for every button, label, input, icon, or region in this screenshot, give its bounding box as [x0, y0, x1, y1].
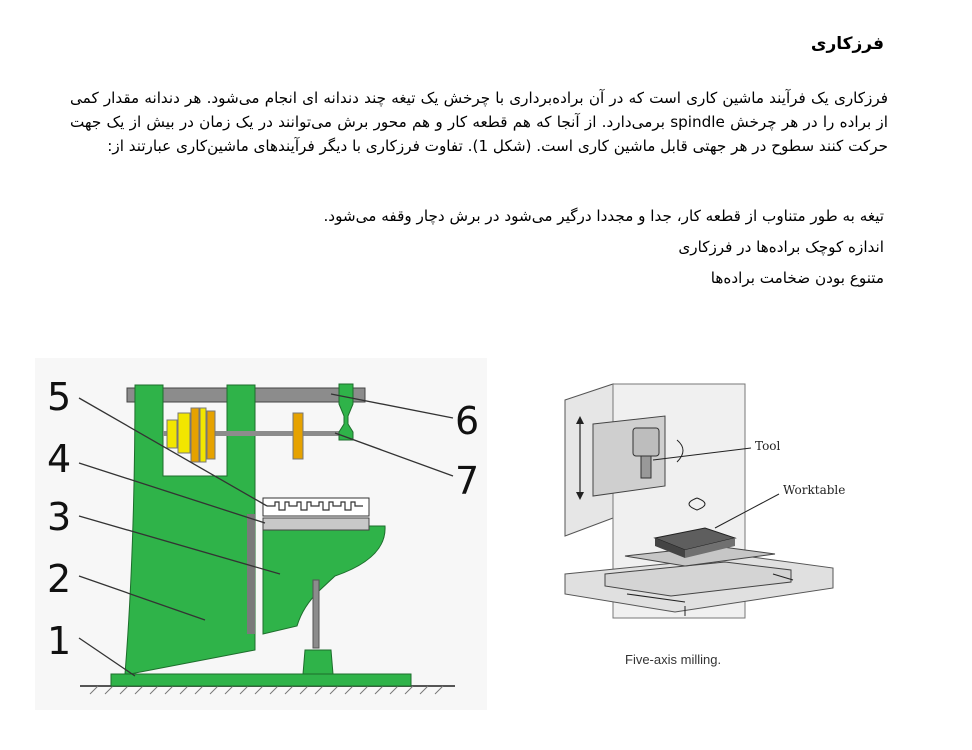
tool-label: Tool	[755, 439, 781, 453]
knee-support	[303, 650, 333, 674]
list-item: تیغه به طور متناوب از قطعه کار، جدا و مجددا درگیر می‌شود در برش دچار وقفه می‌شود.	[323, 207, 884, 225]
label-1: 1	[47, 619, 72, 663]
column-slide	[247, 514, 255, 634]
label-7: 7	[455, 459, 480, 503]
milling-cutter	[191, 408, 199, 462]
page-title: فرزکاری	[810, 34, 884, 54]
five-axis-milling-diagram	[555, 378, 845, 678]
worktable-label: Worktable	[783, 483, 845, 497]
base	[111, 674, 411, 686]
cutter-spacer	[167, 420, 177, 448]
milling-machine-diagram	[35, 358, 487, 710]
milling-cutter	[200, 408, 206, 462]
worktable	[263, 518, 369, 530]
label-4: 4	[47, 437, 72, 481]
milling-cutter	[207, 411, 215, 459]
label-3: 3	[47, 495, 72, 539]
list-item: اندازه کوچک براده‌ها در فرزکاری	[678, 238, 884, 256]
spindle	[633, 428, 659, 456]
cutter-spacer	[178, 413, 190, 453]
label-6: 6	[455, 399, 480, 443]
figure-caption: Five-axis milling.	[625, 652, 722, 667]
label-5: 5	[47, 375, 72, 419]
label-2: 2	[47, 557, 72, 601]
elevating-screw	[313, 580, 319, 648]
intro-paragraph: فرزکاری یک فرآیند ماشین کاری است که در آن براده‌برداری با چرخش یک تیغه چند دندانه ای انجام می‌شود. هر دندانه مقدار کمی از براده را در هر چرخش spindle برمی‌دارد. از آنجا که هم قطعه کار و هم محور برش می‌توانند در یک زمان در بیش از یک جهت حرکت کنند سطوح در هر جهتی قابل ماشین کاری است. (شکل 1). تفاوت فرزکاری با دیگر فرآیندهای ماشین‌کاری عبارتند از:	[70, 89, 888, 155]
tool	[641, 456, 651, 478]
arbor-collar	[293, 413, 303, 459]
list-item: متنوع بودن ضخامت براده‌ها	[710, 269, 884, 287]
